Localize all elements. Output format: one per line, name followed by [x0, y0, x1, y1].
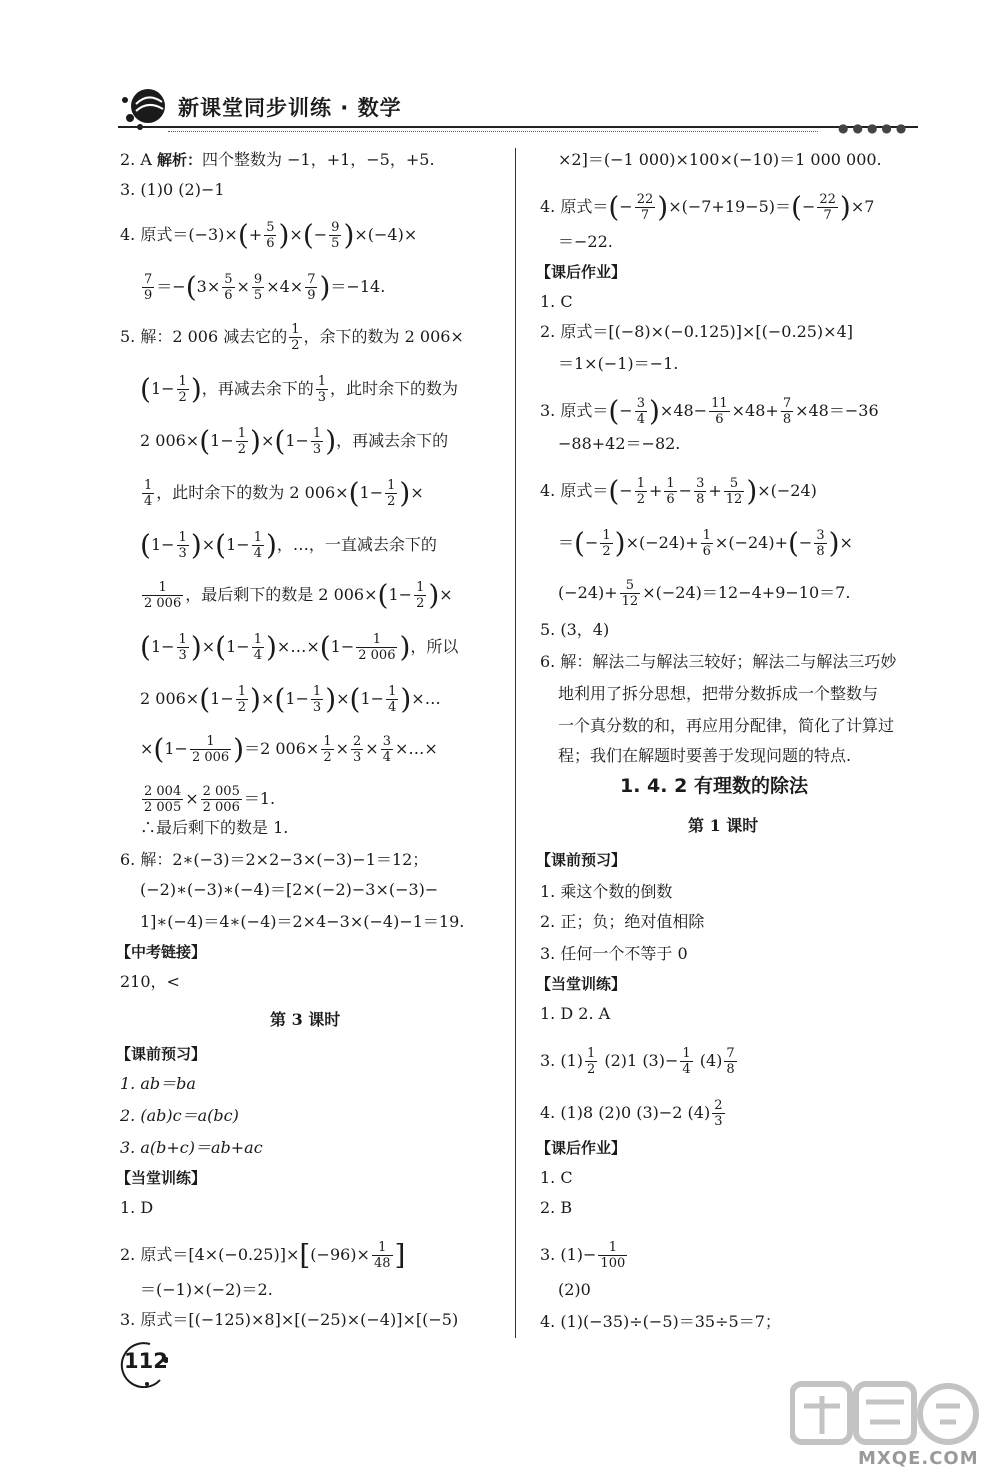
header-dotted-rule [168, 131, 818, 132]
answer-line: 3. 任何一个不等于 0 [540, 944, 688, 963]
answer-line: 210，< [120, 972, 180, 991]
answer-line: 3. 原式＝[(−125)×8]×[(−25)×(−4)]×[(−5) [120, 1310, 459, 1329]
header-rule [118, 126, 918, 128]
answer-line: 4. (1)(−35)÷(−5)＝35÷5＝7； [540, 1312, 781, 1331]
answer-line: ∴最后剩下的数是 1. [140, 818, 289, 837]
answer-line: 2 006×(1− $\frac{1}{2}$ )×(1− $\frac{1}{3}$ )，再减去余下的 [140, 424, 449, 458]
answer-line: 1. C [540, 292, 573, 311]
answer-line: 3. (1)− $\frac{1}{100}$ [540, 1240, 626, 1271]
answer-line: (1− $\frac{1}{3}$ )×(1− $\frac{1}{4}$ )，…，一直减去余下的 [140, 528, 437, 562]
answer-line: 6. 解：2∗(−3)＝2×2−3×(−3)−1＝12； [120, 850, 429, 869]
answer-line: 2. 原式＝[(−8)×(−0.125)]×[(−0.25)×4] [540, 322, 854, 341]
section-heading: 【课后作业】 [536, 263, 627, 281]
answer-line: 3. 原式＝(− $\frac{3}{4}$ )×48− $\frac{11}{6}$ ×48+ $\frac{7}{8}$ ×48＝−36 [540, 394, 879, 428]
answer-line: 1. C [540, 1168, 573, 1187]
answer-line: $\frac{1}{2 006}$ ，最后剩下的数是 2 006×(1− $\frac{1}{2}$ )× [144, 578, 453, 612]
answer-line: 1. 乘这个数的倒数 [540, 882, 673, 901]
answer-line: ＝(−1)×(−2)＝2. [140, 1280, 273, 1299]
answer-line: (2)0 [558, 1280, 591, 1299]
answer-line: (−2)∗(−3)∗(−4)＝[2×(−2)−3×(−3)− [140, 880, 439, 899]
answer-line: ＝(− $\frac{1}{2}$ )×(−24)+ $\frac{1}{6}$ ×(−24)+(− $\frac{3}{8}$ )× [558, 526, 853, 560]
section-heading: 【课前预习】 [536, 851, 627, 869]
answer-line: 4. (1)8 (2)0 (3)−2 (4) $\frac{2}{3}$ [540, 1098, 723, 1129]
header-logo-icon [118, 84, 168, 132]
answer-line: $\frac{1}{4}$ ，此时余下的数为 2 006×(1− $\frac{1}{2}$ )× [144, 476, 424, 510]
answer-line: 1. ab＝ba [120, 1074, 196, 1093]
fraction: $\frac{5}{6}$ [266, 220, 275, 251]
section-heading: 【当堂训练】 [116, 1169, 207, 1187]
answer-line: 4. 原式＝(− $\frac{1}{2}$ + $\frac{1}{6}$ − $\frac{3}{8}$ + $\frac{5}{12}$ )×(−24) [540, 474, 817, 508]
answer-line: $\frac{7}{9}$ ＝−(3× $\frac{5}{6}$ × $\frac{9}{5}$ ×4× $\frac{7}{9}$ )＝−14. [144, 270, 386, 304]
answer-line: (1− $\frac{1}{2}$ )，再减去余下的 $\frac{1}{3}$ ，此时余下的数为 [140, 372, 459, 406]
answer-line: 4. 原式＝(−3)×(+ $\frac{5}{6}$ )×(− $\frac{9}{5}$ )×(−4)× [120, 218, 418, 252]
answer-line: 1. D [120, 1198, 154, 1217]
answer-line: ＝−22. [558, 232, 613, 251]
section-title: 1. 4. 2 有理数的除法 [620, 775, 808, 797]
answer-line: 1]∗(−4)＝4∗(−4)＝2×4−3×(−4)−1＝19. [140, 912, 465, 931]
answer-line: 地利用了拆分思想，把带分数拆成一个整数与 [558, 684, 879, 703]
answer-line: 2. 原式＝[4×(−0.25)]×[(−96)× $\frac{1}{48}$ ] [120, 1238, 406, 1272]
watermark-url: MXQE.COM [858, 1448, 979, 1469]
section-heading: 【当堂训练】 [536, 975, 627, 993]
answer-line: 2. B [540, 1198, 573, 1217]
page-number: 112 [124, 1349, 168, 1373]
section-heading: 【中考链接】 [116, 943, 207, 961]
section-heading: 【课前预习】 [116, 1045, 207, 1063]
answer-line: 2. A 解析：四个整数为 −1，+1，−5，+5. [120, 150, 435, 169]
lesson-title: 第 1 课时 [688, 816, 759, 835]
answer-line: ×2]＝(−1 000)×100×(−10)＝1 000 000. [558, 150, 882, 169]
answer-line: 一个真分数的和，再应用分配律，简化了计算过 [558, 716, 895, 735]
header-title: 新课堂同步训练 · 数学 [178, 96, 402, 120]
answer-line: 2 006×(1− $\frac{1}{2}$ )×(1− $\frac{1}{3}$ )×(1− $\frac{1}{4}$ )×… [140, 682, 441, 716]
answer-line: 3. (1) $\frac{1}{2}$ (2)1 (3)− $\frac{1}{4}$ (4) $\frac{7}{8}$ [540, 1046, 735, 1077]
answer-line: $\frac{2 004}{2 005}$ × $\frac{2 005}{2 006}$ ＝1. [144, 784, 276, 815]
answer-line: (−24)+ $\frac{5}{12}$ ×(−24)＝12−4+9−10＝7. [558, 578, 851, 609]
answer-line: 3. a(b+c)＝ab+ac [120, 1138, 263, 1157]
header-dots-icon: ●●●●● [838, 121, 911, 135]
answer-line: 2. 正；负；绝对值相除 [540, 912, 705, 931]
answer-line: 2. (ab)c＝a(bc) [120, 1106, 239, 1125]
answer-line: 5. (3，4) [540, 620, 610, 639]
answer-line: 6. 解：解法二与解法三较好；解法二与解法三巧妙 [540, 652, 897, 671]
answer-line: 1. D 2. A [540, 1004, 611, 1023]
answer-line: ×(1− $\frac{1}{2 006}$ )＝2 006× $\frac{1}{2}$ × $\frac{2}{3}$ × $\frac{3}{4}$ ×…× [140, 732, 438, 766]
answer-line: ＝1×(−1)＝−1. [558, 354, 679, 373]
answer-line: −88+42＝−82. [558, 434, 681, 453]
answer-line: 4. 原式＝(− $\frac{22}{7}$ )×(−7+19−5)＝(− $\frac{22}{7}$ )×7 [540, 190, 875, 224]
answer-line: 3. (1)0 (2)−1 [120, 180, 225, 199]
answer-line: (1− $\frac{1}{3}$ )×(1− $\frac{1}{4}$ )×…×(1− $\frac{1}{2 006}$ )，所以 [140, 630, 459, 664]
answer-line: 程；我们在解题时要善于发现问题的特点. [558, 746, 852, 765]
lesson-title: 第 3 课时 [270, 1010, 341, 1029]
answer-line: 5. 解：2 006 减去它的 $\frac{1}{2}$ ，余下的数为 2 006× [120, 322, 464, 353]
section-heading: 【课后作业】 [536, 1139, 627, 1157]
column-divider [515, 148, 516, 1338]
